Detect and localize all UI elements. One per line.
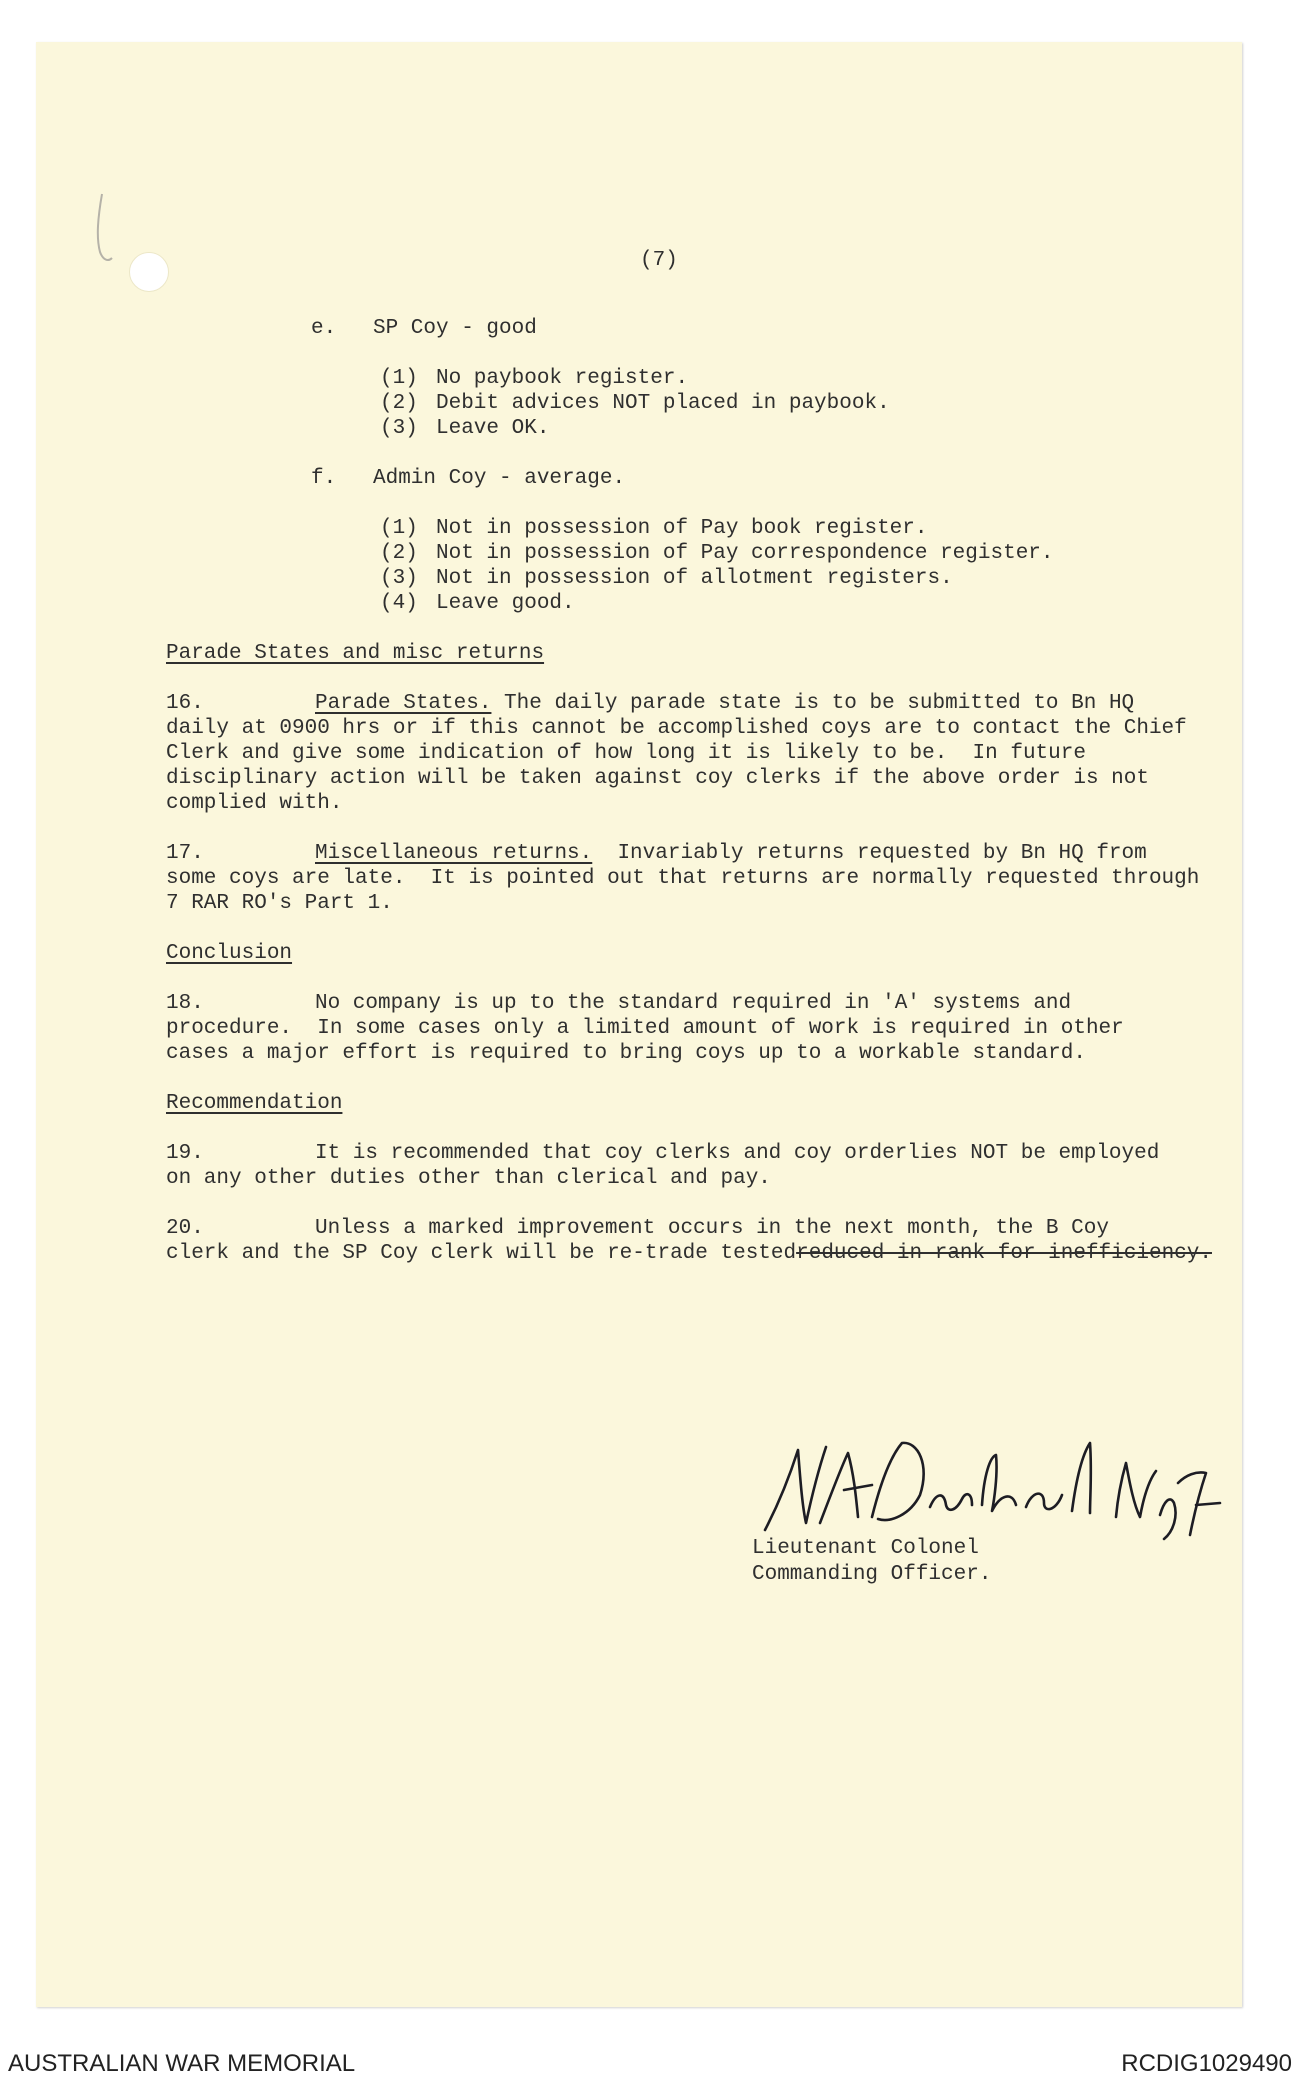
paragraph-text: on any other duties other than clerical and pay. bbox=[166, 1167, 771, 1190]
list-item-number: (3) bbox=[380, 417, 418, 440]
punch-hole bbox=[129, 252, 169, 292]
list-item: Not in possession of Pay book register. bbox=[436, 517, 928, 540]
paragraph-number: 20. bbox=[166, 1217, 204, 1240]
paragraph-16-first-line bbox=[315, 691, 1134, 716]
section-f-heading: Admin Coy - average. bbox=[373, 467, 626, 490]
list-item-number: (1) bbox=[380, 367, 418, 390]
list-item-number: (3) bbox=[380, 567, 418, 590]
list-item-number: (4) bbox=[380, 592, 418, 615]
paragraph-text: It is recommended that coy clerks and coy orderlies NOT be employed bbox=[315, 1142, 1160, 1165]
paragraph-text: 7 RAR RO's Part 1. bbox=[166, 892, 393, 915]
paragraph-text: cases a major effort is required to bring coys up to a workable standard. bbox=[166, 1042, 1086, 1065]
list-item: Debit advices NOT placed in paybook. bbox=[436, 392, 890, 415]
handwritten-signature bbox=[760, 1435, 1230, 1545]
paragraph-text: clerk and the SP Coy clerk will be re-trade tested bbox=[166, 1242, 797, 1265]
section-heading-parade: Parade States and misc returns bbox=[166, 642, 545, 665]
list-item: Leave OK. bbox=[436, 417, 550, 440]
list-item-number: (1) bbox=[380, 517, 418, 540]
paragraph-title: Miscellaneous returns. bbox=[315, 842, 593, 865]
list-item-number: (2) bbox=[380, 392, 418, 415]
paragraph-number: 19. bbox=[166, 1142, 204, 1165]
footer-record-id: RCDIG1029490 bbox=[1121, 2050, 1292, 2077]
list-item: Not in possession of Pay correspondence register. bbox=[436, 542, 1054, 565]
paragraph-17-first-line bbox=[315, 841, 1147, 866]
paragraph-title: Parade States. bbox=[315, 692, 492, 715]
paragraph-text: The daily parade state is to be submitted to Bn HQ bbox=[491, 692, 1135, 715]
paragraph-text: No company is up to the standard required in 'A' systems and bbox=[315, 992, 1072, 1015]
paragraph-text: procedure. In some cases only a limited amount of work is required in other bbox=[166, 1017, 1124, 1040]
paragraph-text: disciplinary action will be taken against coy clerks if the above order is not bbox=[166, 767, 1149, 790]
section-heading-conclusion: Conclusion bbox=[166, 942, 293, 965]
paragraph-text: Invariably returns requested by Bn HQ from bbox=[592, 842, 1147, 865]
struck-text: reduced in rank for inefficiency. bbox=[796, 1242, 1212, 1265]
section-e-heading: SP Coy - good bbox=[373, 317, 537, 340]
footer-archive-name: AUSTRALIAN WAR MEMORIAL bbox=[8, 2050, 356, 2077]
list-item: No paybook register. bbox=[436, 367, 689, 390]
list-item-number: (2) bbox=[380, 542, 418, 565]
paragraph-text: some coys are late. It is pointed out that returns are normally requested through bbox=[166, 867, 1200, 890]
section-heading-recommendation: Recommendation bbox=[166, 1092, 343, 1115]
section-e-letter: e. bbox=[311, 317, 337, 340]
section-f-letter: f. bbox=[311, 467, 337, 490]
signatory-title: Commanding Officer. bbox=[752, 1563, 992, 1586]
paragraph-20-second-line bbox=[166, 1241, 1212, 1266]
paragraph-text: complied with. bbox=[166, 792, 343, 815]
pencil-mark-icon bbox=[94, 192, 116, 264]
paragraph-text: Unless a marked improvement occurs in the next month, the B Coy bbox=[315, 1217, 1109, 1240]
signatory-rank: Lieutenant Colonel bbox=[752, 1537, 979, 1560]
page-number: (7) bbox=[640, 249, 678, 272]
list-item: Not in possession of allotment registers. bbox=[436, 567, 953, 590]
paragraph-number: 18. bbox=[166, 992, 204, 1015]
paragraph-text: Clerk and give some indication of how long it is likely to be. In future bbox=[166, 742, 1086, 765]
list-item: Leave good. bbox=[436, 592, 575, 615]
paragraph-text: daily at 0900 hrs or if this cannot be accomplished coys are to contact the Chief bbox=[166, 717, 1187, 740]
paragraph-number: 17. bbox=[166, 842, 204, 865]
paragraph-number: 16. bbox=[166, 692, 204, 715]
